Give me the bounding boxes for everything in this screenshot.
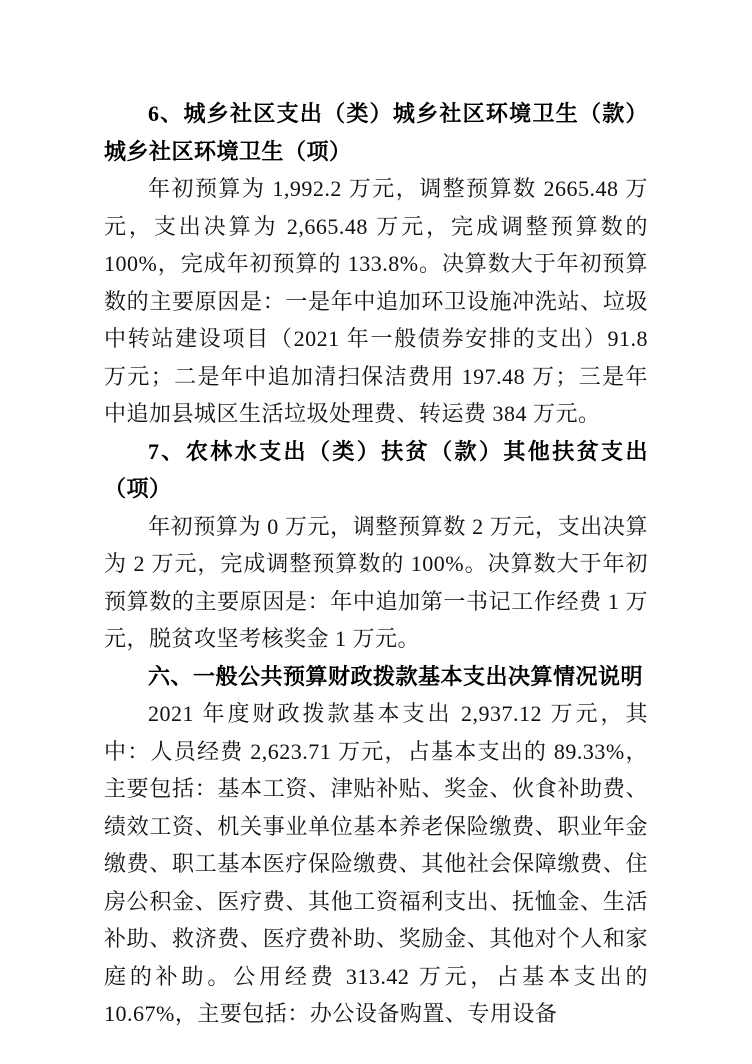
document-body — [104, 95, 648, 1033]
paragraph-section-6: 年初预算为 1,992.2 万元，调整预算数 2665.48 万元，支出决算为 2,665.48 万元，完成调整预算数的 100%，完成年初预算的 133.8%。决算数大于年初预算数的主要原因是：一是年中追加环卫设施冲洗站、垃圾中转站建设项目（2021 年一般债券安排的支出）91.8 万元；二是年中追加清扫保洁费用 197.48 万；三是年中追加县城区生活垃圾处理费、转运费 384 万元。 — [104, 176, 648, 426]
paragraph-basic-expenditure: 2021 年度财政拨款基本支出 2,937.12 万元，其中：人员经费 2,623.71 万元，占基本支出的 89.33%，主要包括：基本工资、津贴补贴、奖金、伙食补助费、绩效工资、机关事业单位基本养老保险缴费、职业年金缴费、职工基本医疗保险缴费、其他社会保障缴费、住房公积金、医疗费、其他工资福利支出、抚恤金、生活补助、救济费、医疗费补助、奖励金、其他对个人和家庭的补助。公用经费 313.42 万元，占基本支出的 10.67%，主要包括：办公设备购置、专用设备 — [104, 701, 648, 1026]
section-heading-6: 6、城乡社区支出（类）城乡社区环境卫生（款）城乡社区环境卫生（项） — [104, 101, 648, 164]
major-heading-basic-expenditure: 六、一般公共预算财政拨款基本支出决算情况说明 — [148, 663, 644, 689]
paragraph-section-7: 年初预算为 0 万元，调整预算数 2 万元，支出决算为 2 万元，完成调整预算数的 100%。决算数大于年初预算数的主要原因是：年中追加第一书记工作经费 1 万元，脱贫攻坚考核奖金 1 万元。 — [104, 513, 648, 651]
section-heading-7: 7、农林水支出（类）扶贫（款）其他扶贫支出（项） — [104, 438, 648, 501]
